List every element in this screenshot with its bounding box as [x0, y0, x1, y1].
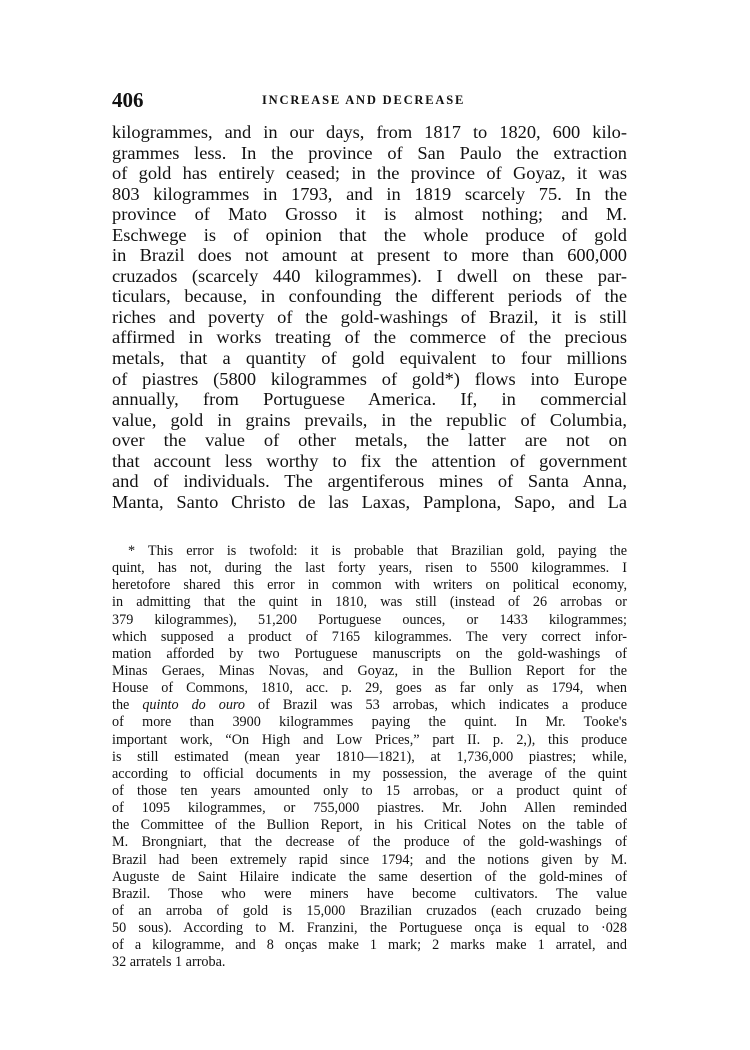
footnote-text: of Brazil was 53 arrobas, which indicates a produce	[245, 697, 628, 714]
text-line: over the value of other metals, the latter are not on	[112, 430, 627, 451]
footnote-line: is still estimated (mean year 1810—1821), at 1,736,000 piastres; while,	[112, 748, 627, 765]
footnote-line: which supposed a product of 7165 kilogrammes. The very correct infor-	[112, 628, 627, 645]
footnote-line: according to official documents in my possession, the average of the quint	[112, 765, 627, 782]
text-line: Eschwege is of opinion that the whole produce of gold	[112, 224, 627, 245]
text-line: Manta, Santo Christo de las Laxas, Pamplona, Sapo, and La	[112, 491, 627, 512]
text-line: grammes less. In the province of San Paulo the extraction	[112, 142, 627, 163]
running-title: INCREASE AND DECREASE	[262, 93, 466, 107]
footnote-line: 379 kilogrammes), 51,200 Portuguese ounces, or 1433 kilogrammes;	[112, 611, 627, 628]
footnote-line: * This error is twofold: it is probable that Brazilian gold, paying the	[128, 543, 627, 559]
text-line: value, gold in grains prevails, in the republic of Columbia,	[112, 409, 627, 430]
footnote-line: Brazil had been extremely rapid since 1794; and the notions given by M.	[112, 851, 627, 868]
footnote-line: 50 sous). According to M. Franzini, the Portuguese onça is equal to ·028	[112, 920, 627, 937]
main-text	[112, 122, 627, 512]
text-line: affirmed in works treating of the commerce of the precious	[112, 327, 627, 348]
text-line: ticulars, because, in confounding the different periods of the	[112, 286, 627, 307]
footnote-line: 32 arratels 1 arroba.	[112, 954, 226, 971]
footnote	[112, 543, 627, 972]
text-line: that account less worthy to fix the attention of government	[112, 450, 627, 471]
footnote-line: of a kilogramme, and 8 onças make 1 mark; 2 marks make 1 arratel, and	[112, 937, 627, 954]
page-header	[112, 88, 627, 114]
text-line: kilogrammes, and in our days, from 1817 to 1820, 600 kilo-	[112, 122, 627, 142]
footnote-text: the	[112, 697, 143, 714]
footnote-line: Auguste de Saint Hilaire indicate the same desertion of the gold-mines of	[112, 868, 627, 885]
text-line: 803 kilogrammes in 1793, and in 1819 scarcely 75. In the	[112, 183, 627, 204]
text-line: of gold has entirely ceased; in the province of Goyaz, it was	[112, 163, 627, 184]
text-line: of piastres (5800 kilogrammes of gold*) flows into Europe	[112, 368, 627, 389]
footnote-line: the Committee of the Bullion Report, in his Critical Notes on the table of	[112, 817, 627, 834]
footnote-line: Minas Geraes, Minas Novas, and Goyaz, in the Bullion Report for the	[112, 662, 627, 679]
footnote-line: Brazil. Those who were miners have become cultivators. The value	[112, 885, 627, 902]
footnote-line: of an arroba of gold is 15,000 Brazilian cruzados (each cruzado being	[112, 902, 627, 919]
footnote-line: mation afforded by two Portuguese manuscripts on the gold-washings of	[112, 645, 627, 662]
text-line: metals, that a quantity of gold equivalent to four millions	[112, 348, 627, 369]
footnote-line: of 1095 kilogrammes, or 755,000 piastres. Mr. John Allen reminded	[112, 800, 627, 817]
footnote-line	[112, 697, 627, 714]
footnote-line: M. Brongniart, that the decrease of the produce of the gold-washings of	[112, 834, 627, 851]
footnote-line: of those ten years amounted only to 15 arrobas, or a product quint of	[112, 782, 627, 799]
footnote-line: heretofore shared this error in common with writers on political economy,	[112, 577, 627, 594]
text-line: annually, from Portuguese America. If, in commercial	[112, 389, 627, 410]
text-line: in Brazil does not amount at present to more than 600,000	[112, 245, 627, 266]
text-line: and of individuals. The argentiferous mines of Santa Anna,	[112, 471, 627, 492]
italic-term-quinto-do-ouro: quinto do ouro	[142, 697, 246, 714]
text-line: cruzados (scarcely 440 kilogrammes). I dwell on these par-	[112, 265, 627, 286]
footnote-line: House of Commons, 1810, acc. p. 29, goes as far only as 1794, when	[112, 680, 627, 697]
page-number: 406	[112, 88, 144, 112]
footnote-line: important work, “On High and Low Prices,” part II. p. 2,), this produce	[112, 731, 627, 748]
footnote-line: quint, has not, during the last forty years, risen to 5500 kilogrammes. I	[112, 560, 627, 577]
footnote-line: of more than 3900 kilogrammes paying the quint. In Mr. Tooke's	[112, 714, 627, 731]
footnote-line: in admitting that the quint in 1810, was still (instead of 26 arrobas or	[112, 594, 627, 611]
text-line: riches and poverty of the gold-washings of Brazil, it is still	[112, 306, 627, 327]
text-line: province of Mato Grosso it is almost nothing; and M.	[112, 204, 627, 225]
